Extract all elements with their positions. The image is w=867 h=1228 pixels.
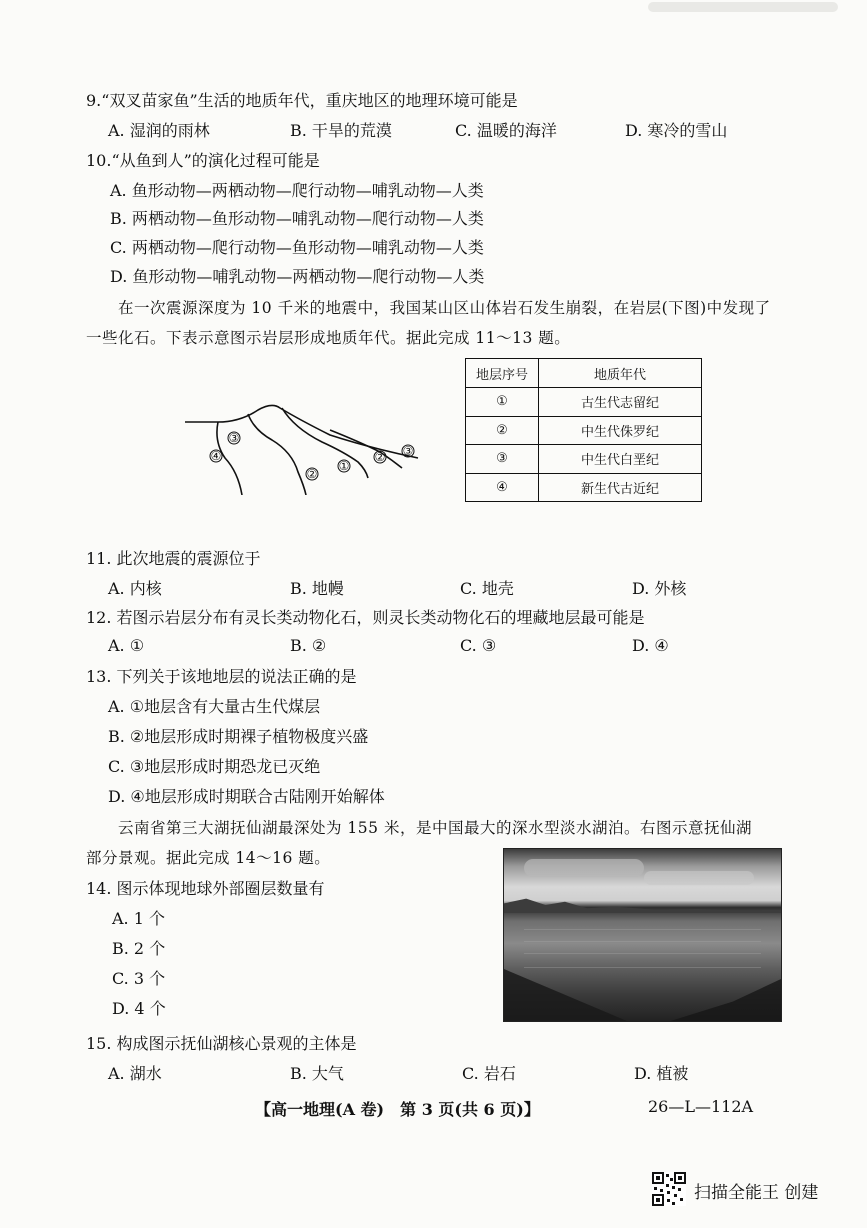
table-cell-age: 中生代侏罗纪	[539, 416, 702, 445]
question-11-option-a: A. 内核	[108, 579, 162, 598]
question-11-stem: 11. 此次地震的震源位于	[86, 549, 261, 568]
diagram-label-2-right: ②	[374, 450, 386, 464]
diagram-label-2-left: ②	[306, 467, 318, 481]
table-row	[466, 416, 702, 445]
question-13-option-b: B. ②地层形成时期裸子植物极度兴盛	[108, 727, 369, 746]
table-cell-layer: ③	[466, 445, 539, 474]
question-13-stem: 13. 下列关于该地地层的说法正确的是	[86, 667, 357, 686]
table-header-layer: 地层序号	[466, 359, 539, 388]
question-15-option-d: D. 植被	[634, 1064, 689, 1083]
question-11-option-c: C. 地壳	[460, 579, 514, 598]
question-12-option-c: C. ③	[460, 636, 497, 655]
question-9-option-d: D. 寒冷的雪山	[625, 121, 728, 140]
question-9-option-b: B. 干旱的荒漠	[290, 121, 392, 140]
scanner-watermark: 扫描全能王 创建	[694, 1183, 819, 1203]
diagram-label-3-right: ③	[402, 444, 414, 458]
qr-code-icon	[652, 1172, 686, 1206]
table-header-age: 地质年代	[539, 359, 702, 388]
question-14-option-a: A. 1 个	[112, 909, 165, 928]
table-header-row	[466, 359, 702, 388]
table-row	[466, 473, 702, 502]
question-12-option-a: A. ①	[108, 636, 145, 655]
table-cell-age: 古生代志留纪	[539, 388, 702, 417]
scan-smudge	[648, 2, 838, 12]
table-cell-layer: ④	[466, 473, 539, 502]
question-10-stem: 10.“从鱼到人”的演化过程可能是	[86, 151, 320, 170]
passage-1-line-2: 一些化石。下表示意图示岩层形成地质年代。据此完成 11～13 题。	[86, 329, 571, 347]
question-10-option-a: A. 鱼形动物—两栖动物—爬行动物—哺乳动物—人类	[110, 181, 484, 200]
fuxian-lake-photo	[503, 848, 782, 1022]
diagram-label-3-left: ③	[228, 431, 240, 445]
question-11-option-d: D. 外核	[632, 579, 687, 598]
question-15-option-b: B. 大气	[290, 1064, 344, 1083]
exam-code: 26—L—112A	[648, 1097, 754, 1116]
question-14-option-d: D. 4 个	[112, 999, 166, 1018]
question-10-option-d: D. 鱼形动物—哺乳动物—两栖动物—爬行动物—人类	[110, 267, 485, 286]
table-cell-age: 中生代白垩纪	[539, 445, 702, 474]
rock-strata-diagram	[180, 400, 430, 495]
question-13-option-c: C. ③地层形成时期恐龙已灭绝	[108, 757, 321, 776]
question-9-stem: 9.“双叉苗家鱼”生活的地质年代，重庆地区的地理环境可能是	[86, 91, 518, 110]
question-11-option-b: B. 地幔	[290, 579, 344, 598]
question-13-option-a: A. ①地层含有大量古生代煤层	[108, 697, 321, 716]
table-cell-layer: ①	[466, 388, 539, 417]
strata-age-table	[465, 358, 702, 502]
question-15-stem: 15. 构成图示抚仙湖核心景观的主体是	[86, 1034, 357, 1053]
table-row	[466, 445, 702, 474]
question-12-option-b: B. ②	[290, 636, 327, 655]
table-row	[466, 388, 702, 417]
question-14-option-c: C. 3 个	[112, 969, 166, 988]
table-cell-layer: ②	[466, 416, 539, 445]
question-10-option-c: C. 两栖动物—爬行动物—鱼形动物—哺乳动物—人类	[110, 238, 484, 257]
question-9-option-a: A. 湿润的雨林	[108, 121, 210, 140]
question-12-option-d: D. ④	[632, 636, 669, 655]
table-cell-age: 新生代古近纪	[539, 473, 702, 502]
passage-1-line-1: 在一次震源深度为 10 千米的地震中，我国某山区山体岩石发生崩裂，在岩层(下图)中发现了	[118, 299, 771, 317]
question-10-option-b: B. 两栖动物—鱼形动物—哺乳动物—爬行动物—人类	[110, 209, 484, 228]
question-14-option-b: B. 2 个	[112, 939, 166, 958]
question-12-stem: 12. 若图示岩层分布有灵长类动物化石，则灵长类动物化石的埋藏地层最可能是	[86, 608, 645, 627]
passage-2-line-2: 部分景观。据此完成 14～16 题。	[86, 849, 331, 867]
question-9-option-c: C. 温暖的海洋	[455, 121, 557, 140]
diagram-label-4: ④	[210, 449, 222, 463]
question-13-option-d: D. ④地层形成时期联合古陆刚开始解体	[108, 787, 385, 806]
diagram-label-1: ①	[338, 459, 350, 473]
page-footer-title: 【高一地理(A 卷) 第 3 页(共 6 页)】	[255, 1100, 540, 1119]
question-15-option-c: C. 岩石	[462, 1064, 516, 1083]
question-15-option-a: A. 湖水	[108, 1064, 162, 1083]
passage-2-line-1: 云南省第三大湖抚仙湖最深处为 155 米，是中国最大的深水型淡水湖泊。右图示意抚仙湖	[118, 819, 752, 837]
question-14-stem: 14. 图示体现地球外部圈层数量有	[86, 879, 325, 898]
